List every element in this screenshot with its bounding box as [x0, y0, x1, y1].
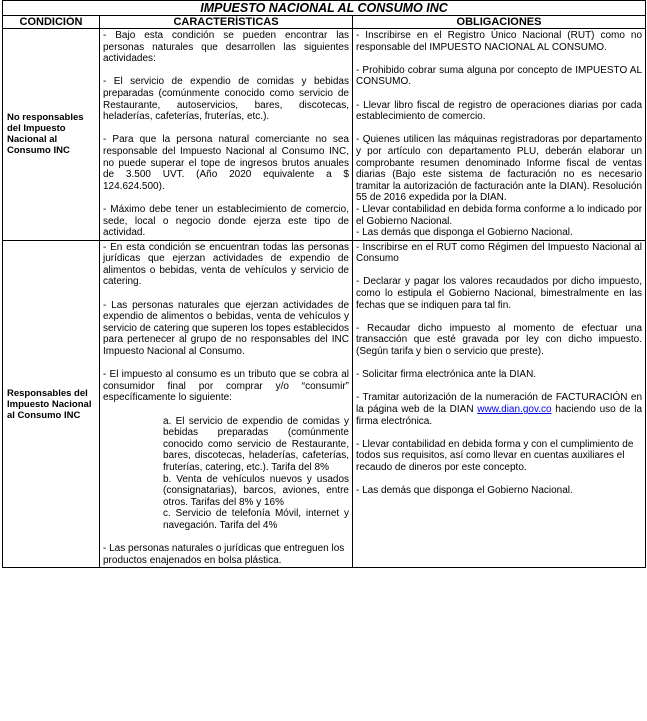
header-obligaciones: OBLIGACIONES	[353, 16, 646, 29]
paragraph: - Las demás que disponga el Gobierno Nacional.	[356, 485, 573, 497]
paragraph: - Declarar y pagar los valores recaudados por dicho impuesto, como lo estipula el Gobierno Nacional, bimestralmente en las fechas que se indiquen para tal fin.	[356, 276, 643, 311]
condition-cell: Responsables del Impuesto Nacional al Consumo INC	[3, 240, 100, 568]
paragraph: - Máximo debe tener un establecimiento de comercio, sede, local o negocio donde ejerza este tipo de actividad.	[103, 203, 349, 239]
sublist-item: c. Servicio de telefonía Móvil, internet y navegación. Tarifa del 4%	[163, 508, 349, 531]
paragraph: - Solicitar firma electrónica ante la DIAN.	[356, 369, 537, 381]
header-condicion: CONDICIÓN	[3, 16, 100, 29]
paragraph: - Quienes utilicen las máquinas registradoras por departamento y por artículo con departamento PLU, deberán elaborar un comprobante resumen denominado Informe fiscal de ventas diarias (Bajo este sistema de facturación no es necesario tramitar la autorización de facturación ante la DIAN). Resolución 55 de 2016 expedida por la DIAN.	[356, 134, 643, 204]
obligaciones-cell	[353, 240, 646, 568]
table-title: IMPUESTO NACIONAL AL CONSUMO INC	[3, 1, 646, 16]
paragraph: - El servicio de expendio de comidas y bebidas preparadas (comúnmente conocido como servicio de Restaurante, autoservicios, bares, discotecas, heladerías, cafeterías, fruterías, etc.).	[103, 76, 349, 123]
paragraph: - Prohibido cobrar suma alguna por concepto de IMPUESTO AL CONSUMO.	[356, 64, 643, 88]
paragraph: - Las personas naturales o jurídicas que entreguen los productos enajenados en bolsa plástica.	[103, 543, 345, 566]
table-row	[3, 240, 646, 568]
paragraph: - Bajo esta condición se pueden encontrar las personas naturales que desarrollen las siguientes actividades:	[103, 30, 349, 65]
paragraph: - En esta condición se encuentran todas las personas jurídicas que ejerzan actividades de expendio de alimentos o bebidas, venta de vehículos y servicio de catering.	[103, 241, 349, 288]
paragraph-tramitar	[356, 392, 642, 427]
paragraph: - Recaudar dicho impuesto al momento de efectuar una transacción que esté gravada por ley con dicho impuesto. (Según tarifa y bien o servicio que preste).	[356, 322, 643, 358]
table-row	[3, 29, 646, 241]
condition-cell: No responsables del Impuesto Nacional al Consumo INC	[3, 29, 100, 241]
caracteristicas-cell	[100, 29, 353, 241]
paragraph: - Inscribirse en el RUT como Régimen del Impuesto Nacional al Consumo	[356, 241, 643, 265]
sublist-item: a. El servicio de expendio de comidas y bebidas preparadas (comúnmente conocido como servicio de Restaurante, bares, discotecas, heladerías, cafeterías, fruterías, catering, etc.). Tarifa del 8%	[163, 415, 349, 473]
paragraph: - Las demás que disponga el Gobierno Nacional.	[356, 227, 573, 239]
paragraph: - El impuesto al consumo es un tributo que se cobra al consumidor final por comprar y/o “consumir” específicamente lo siguiente:	[103, 369, 349, 404]
obligaciones-cell	[353, 29, 646, 241]
inc-table	[2, 0, 646, 568]
paragraph: - Llevar contabilidad en debida forma y con el cumplimiento de todos sus requisitos, así como llevar en cuentas auxiliares el recaudo de dineros por este concepto.	[356, 438, 634, 473]
paragraph: - Inscribirse en el Registro Único Nacional (RUT) como no responsable del IMPUESTO NACIONAL AL CONSUMO.	[356, 30, 643, 53]
paragraph: - Para que la persona natural comerciante no sea responsable del Impuesto Nacional al Consumo INC, no puede superar el tope de ingresos brutos anuales de 3.500 UVT. (Año 2020 equivalente a $ 124.624.500).	[103, 134, 349, 192]
caracteristicas-cell	[100, 240, 353, 568]
tramitar-text: - Tramitar autorización de la numeración de FACTURACIÓN en la página web de la DIAN	[356, 392, 643, 415]
tramitar-text-end: haciendo uso de la firma electrónica.	[356, 404, 643, 427]
paragraph: - Las personas naturales que ejerzan actividades de expendio de alimentos o bebidas, venta de vehículos y servicio de catering que superen los topes establecidos para pertenecer al grupo de no responsables del INC Impuesto Nacional al Consumo.	[103, 299, 349, 358]
dian-link[interactable]: www.dian.gov.co	[477, 404, 552, 415]
sublist-item: b. Venta de vehículos nuevos y usados (consignatarias), barcos, aviones, entre otros. Tarifas del 8% y 16%	[163, 473, 349, 508]
paragraph: - Llevar libro fiscal de registro de operaciones diarias por cada establecimiento de comercio.	[356, 99, 643, 123]
paragraph: - Llevar contabilidad en debida forma conforme a lo indicado por el Gobierno Nacional.	[356, 203, 643, 227]
document	[2, 0, 645, 568]
header-caracteristicas: CARACTERÍSTICAS	[100, 16, 353, 29]
